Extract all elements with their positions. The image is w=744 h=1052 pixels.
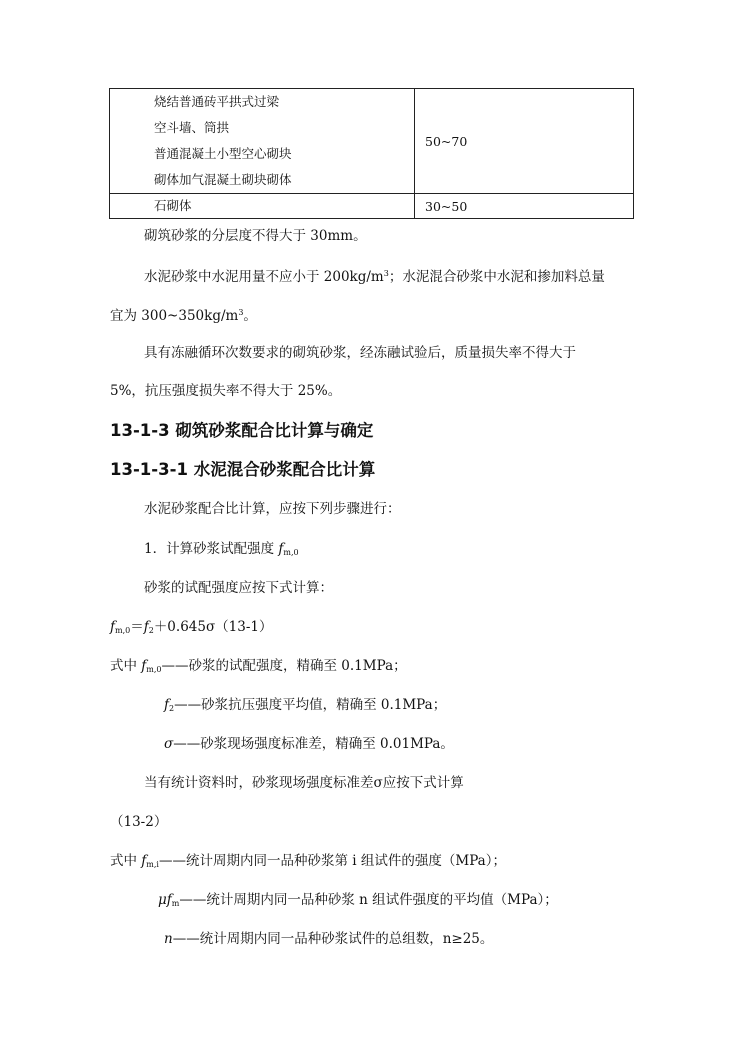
math-symbol: μ bbox=[158, 892, 167, 908]
text-run: ——砂浆的试配强度，精确至 0.1MPa； bbox=[161, 658, 407, 674]
subscript: m,0 bbox=[146, 665, 162, 674]
formula-intro: 砂浆的试配强度应按下式计算： bbox=[144, 580, 333, 596]
subscript: 2 bbox=[148, 626, 154, 635]
table-row bbox=[110, 194, 634, 219]
text-run: 式中 bbox=[110, 853, 142, 869]
superscript: 3 bbox=[383, 269, 389, 278]
text-run: ＋0.645σ（13-1） bbox=[153, 619, 273, 635]
paragraph-statistics: 当有统计资料时，砂浆现场强度标准差σ应按下式计算 bbox=[144, 775, 464, 791]
definition-sigma bbox=[164, 735, 454, 753]
paragraph-intro: 水泥砂浆配合比计算，应按下列步骤进行： bbox=[144, 501, 401, 517]
text-run: 水泥砂浆中水泥用量不应小于 200kg/m bbox=[144, 269, 384, 285]
definition-mufm bbox=[158, 891, 558, 913]
table-row bbox=[110, 89, 634, 194]
material-item: 普通混凝土小型空心砌块 bbox=[154, 146, 292, 161]
text-run: ——统计周期内同一品种砂浆第 i 组试件的强度（MPa）； bbox=[158, 853, 506, 869]
table-cell-value bbox=[415, 194, 634, 219]
math-symbol: f bbox=[110, 619, 115, 635]
material-item: 砌体加气混凝土砌块砌体 bbox=[154, 172, 292, 187]
math-symbol: σ bbox=[164, 736, 174, 752]
definition-fmi bbox=[110, 852, 506, 874]
subscript: 2 bbox=[169, 704, 175, 713]
table-cell-materials bbox=[110, 194, 415, 219]
text-run: ＝ bbox=[130, 619, 144, 635]
text-run: 式中 bbox=[110, 658, 142, 674]
math-symbol: f bbox=[141, 658, 147, 674]
math-symbol: f bbox=[278, 541, 284, 557]
text-run: ——砂浆现场强度标准差，精确至 0.01MPa。 bbox=[173, 736, 454, 752]
subscript: m,0 bbox=[115, 626, 131, 635]
subsection-heading: 13-1-3-1 水泥混合砂浆配合比计算 bbox=[110, 460, 376, 479]
subscript: m bbox=[171, 899, 180, 908]
paragraph-layering: 砌筑砂浆的分层度不得大于 30mm。 bbox=[144, 228, 367, 244]
paragraph-freeze-thaw: 具有冻融循环次数要求的砌筑砂浆，经冻融试验后，质量损失率不得大于 bbox=[144, 345, 576, 361]
definition-n bbox=[164, 930, 493, 948]
material-item: 烧结普通砖平拱式过梁 bbox=[154, 94, 280, 109]
table-cell-value bbox=[415, 89, 634, 194]
material-item: 空斗墙、筒拱 bbox=[154, 120, 230, 135]
table-cell-materials bbox=[110, 89, 415, 194]
math-symbol: f bbox=[166, 892, 172, 908]
text-run: ——统计周期内同一品种砂浆试件的总组数，n≥25。 bbox=[172, 931, 494, 947]
formula-13-2-label: （13-2） bbox=[110, 814, 168, 830]
material-item: 石砌体 bbox=[154, 198, 192, 213]
definition-fm0 bbox=[110, 657, 407, 679]
text-run: ；水泥混合砂浆中水泥和掺加料总量 bbox=[388, 269, 605, 285]
subscript: m,0 bbox=[283, 548, 299, 557]
text-run: 1．计算砂浆试配强度 bbox=[144, 541, 279, 557]
math-symbol: f bbox=[143, 619, 149, 635]
paragraph-total-amount bbox=[110, 304, 257, 325]
spec-table bbox=[109, 88, 634, 219]
text-run: ——统计周期内同一品种砂浆 n 组试件强度的平均值（MPa）； bbox=[179, 892, 558, 908]
paragraph-strength-loss: 5%，抗压强度损失率不得大于 25%。 bbox=[110, 383, 342, 399]
superscript: 3 bbox=[238, 308, 244, 317]
section-heading: 13-1-3 砌筑砂浆配合比计算与确定 bbox=[110, 421, 374, 440]
value-text: 30~50 bbox=[425, 198, 468, 214]
subscript: m,i bbox=[146, 860, 159, 869]
math-symbol: f bbox=[164, 697, 169, 713]
step-1 bbox=[144, 540, 299, 562]
text-run: 宜为 300~350kg/m bbox=[110, 308, 239, 324]
paragraph-cement-amount bbox=[144, 265, 605, 286]
math-symbol: f bbox=[141, 853, 147, 869]
text-run: ——砂浆抗压强度平均值，精确至 0.1MPa； bbox=[174, 697, 447, 713]
text-run: 。 bbox=[243, 308, 257, 324]
value-text: 50~70 bbox=[425, 133, 468, 149]
math-symbol: n bbox=[164, 931, 173, 947]
definition-f2 bbox=[164, 696, 446, 718]
formula-13-1 bbox=[110, 618, 273, 640]
